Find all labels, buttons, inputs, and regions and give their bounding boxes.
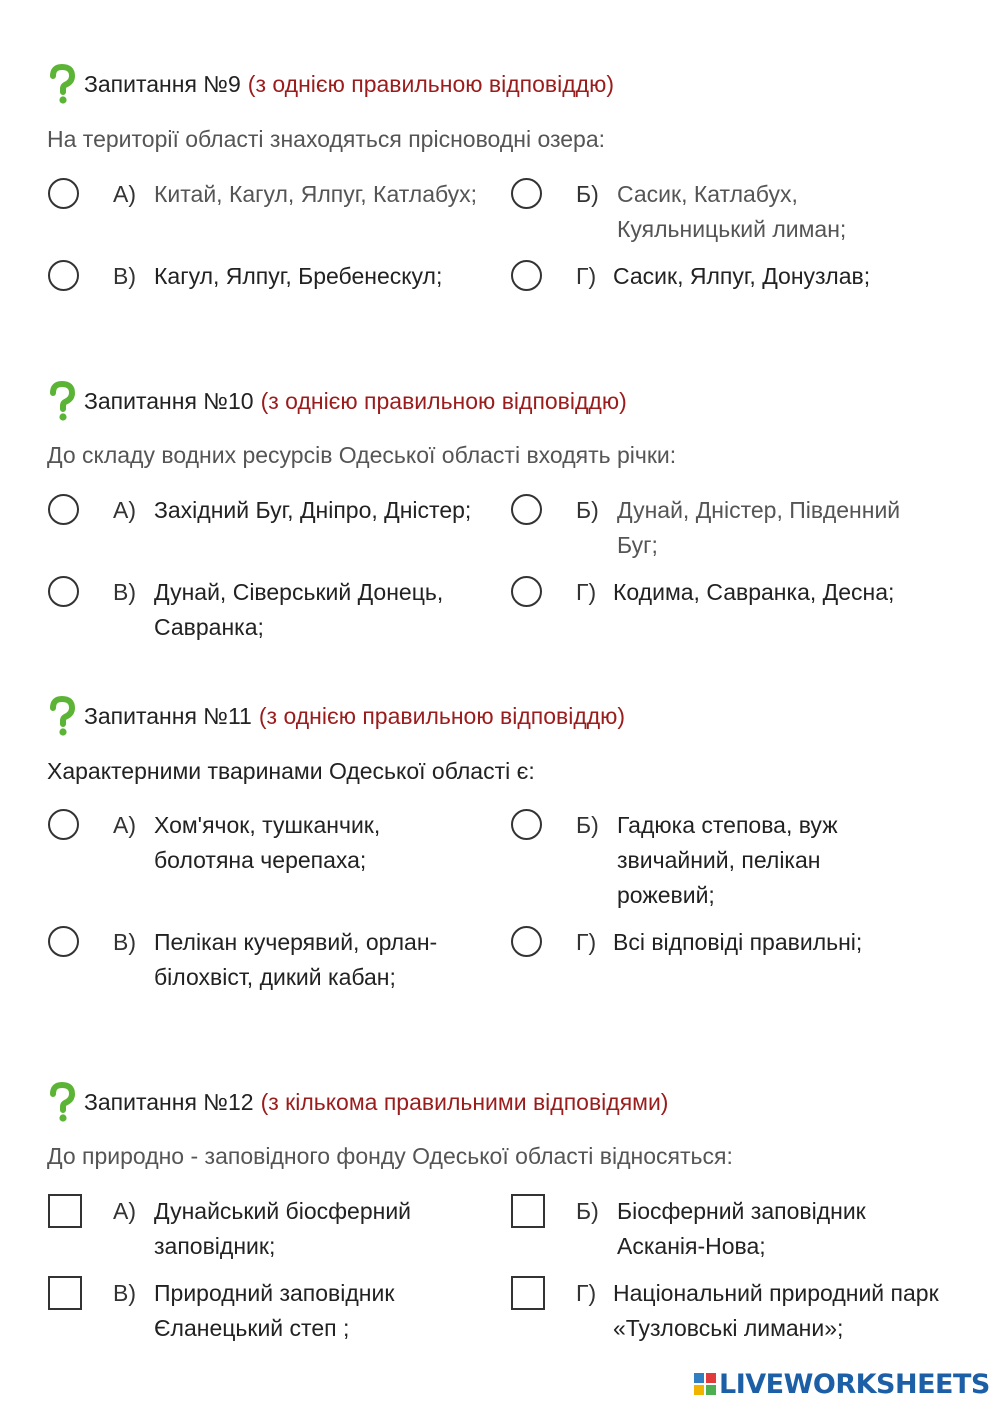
question-subtitle: (з однією правильною відповіддю) [260, 387, 627, 414]
checkbox[interactable] [48, 1194, 82, 1228]
option-text: Дунайський біосферний заповідник; [154, 1198, 412, 1259]
question-12-header [48, 1082, 668, 1122]
option-letter: Б) [576, 497, 599, 523]
option-text: Всі відповіді правильні; [613, 929, 863, 955]
question-10-header [48, 381, 627, 421]
question-mark-icon [48, 64, 76, 104]
option-letter: В) [113, 579, 136, 605]
option-text: Хом'ячок, тушканчик, болотяна черепаха; [154, 812, 381, 873]
question-text: Характерними тваринами Одеської області є: [47, 758, 535, 784]
option-letter: А) [113, 181, 136, 207]
option-text: Пелікан кучерявий, орлан-білохвіст, дикий кабан; [154, 929, 438, 990]
question-text: До складу водних ресурсів Одеської області входять річки: [47, 442, 677, 468]
question-mark-icon [48, 1082, 76, 1122]
option-text: Природний заповідник Єланецький степ ; [154, 1280, 395, 1341]
radio-button[interactable] [511, 576, 542, 607]
option-letter: А) [113, 497, 136, 523]
option-letter: Г) [576, 1280, 597, 1306]
question-text: До природно - заповідного фонду Одеської області відносяться: [47, 1143, 733, 1169]
radio-button[interactable] [48, 260, 79, 291]
option-text: Кагул, Ялпуг, Бребенескул; [154, 263, 443, 289]
option-text: Біосферний заповідник Асканія-Нова; [617, 1198, 866, 1259]
liveworksheets-logo [694, 1370, 990, 1398]
radio-button[interactable] [511, 926, 542, 957]
option-letter: А) [113, 812, 136, 838]
question-subtitle: (з кількома правильними відповідями) [260, 1088, 669, 1115]
checkbox[interactable] [511, 1276, 545, 1310]
liveworksheets-logo-icon [694, 1373, 716, 1395]
checkbox[interactable] [511, 1194, 545, 1228]
question-title: Запитання №12 [84, 1088, 254, 1115]
radio-button[interactable] [511, 809, 542, 840]
radio-button[interactable] [48, 178, 79, 209]
option-text: Кодима, Савранка, Десна; [613, 579, 895, 605]
checkbox[interactable] [48, 1276, 82, 1310]
option-text: Сасик, Ялпуг, Донузлав; [613, 263, 871, 289]
radio-button[interactable] [48, 809, 79, 840]
radio-button[interactable] [511, 494, 542, 525]
radio-button[interactable] [511, 260, 542, 291]
option-letter: Г) [576, 579, 597, 605]
option-letter: Б) [576, 1198, 599, 1224]
question-mark-icon [48, 696, 76, 736]
option-letter: Г) [576, 263, 597, 289]
question-9-header [48, 64, 614, 104]
option-text: Дунай, Сіверський Донець, Савранка; [154, 579, 444, 640]
question-subtitle: (з однією правильною відповіддю) [247, 70, 614, 97]
option-letter: В) [113, 1280, 136, 1306]
question-subtitle: (з однією правильною відповіддю) [258, 702, 626, 729]
option-letter: Б) [576, 812, 599, 838]
option-letter: В) [113, 929, 136, 955]
radio-button[interactable] [511, 178, 542, 209]
option-letter: В) [113, 263, 136, 289]
option-text: Західний Буг, Дніпро, Дністер; [154, 497, 472, 523]
option-letter: А) [113, 1198, 136, 1224]
question-title: Запитання №9 [84, 70, 241, 97]
question-11-header [48, 696, 625, 736]
question-text: На території області знаходяться прісноводні озера: [47, 126, 606, 152]
option-text: Китай, Кагул, Ялпуг, Катлабух; [154, 181, 478, 207]
option-text: Сасик, Катлабух, Куяльницький лиман; [617, 181, 847, 242]
option-letter: Г) [576, 929, 597, 955]
option-text: Дунай, Дністер, Південний Буг; [617, 497, 901, 558]
option-text: Національний природний парк «Тузловські лимани»; [613, 1280, 939, 1341]
option-text: Гадюка степова, вуж звичайний, пелікан рожевий; [617, 812, 838, 908]
option-letter: Б) [576, 181, 599, 207]
radio-button[interactable] [48, 926, 79, 957]
question-title: Запитання №10 [84, 387, 254, 414]
question-mark-icon [48, 381, 76, 421]
logo-text: LIVEWORKSHEETS [719, 1368, 990, 1400]
radio-button[interactable] [48, 494, 79, 525]
radio-button[interactable] [48, 576, 79, 607]
question-title: Запитання №11 [84, 702, 252, 729]
